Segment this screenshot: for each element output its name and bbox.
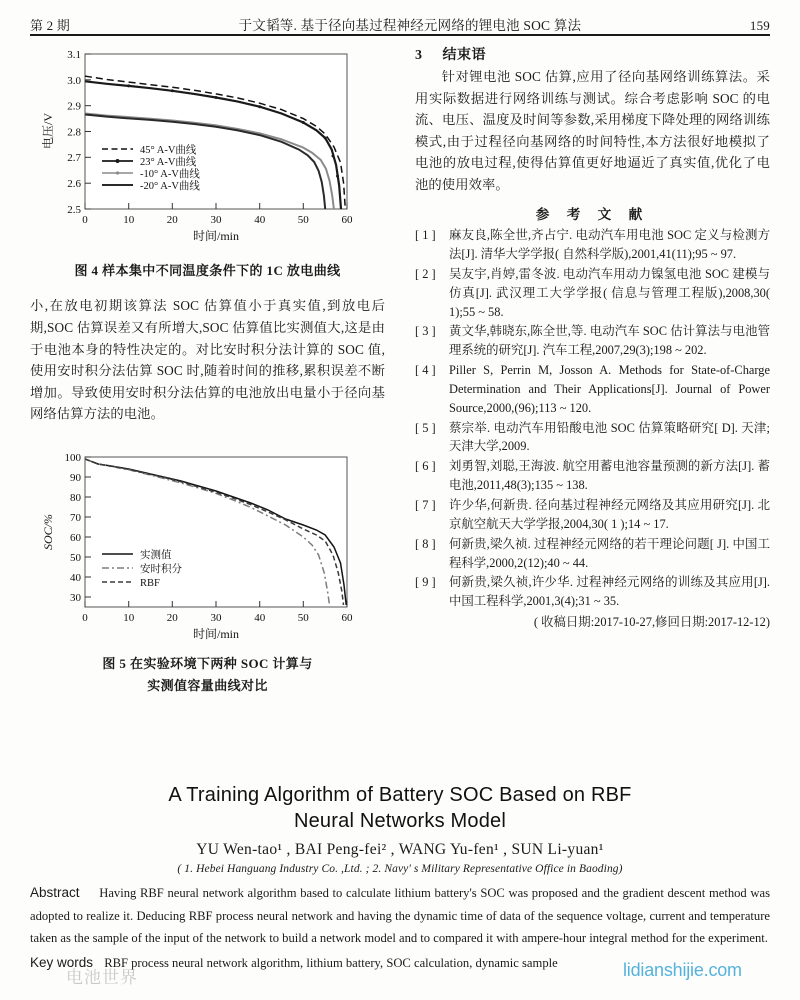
svg-text:50: 50 <box>297 611 309 624</box>
list-item <box>415 419 770 457</box>
list-item <box>415 496 770 534</box>
list-item <box>415 457 770 495</box>
soc-comparison-chart <box>30 447 385 647</box>
legend-label-45: 45° A-V曲线 <box>140 145 197 156</box>
svg-text:60: 60 <box>341 611 353 624</box>
y-axis-title-fig5: SOC/% <box>41 513 55 550</box>
header-divider <box>30 34 770 36</box>
legend-label-ampere-hour: 安时积分 <box>140 563 182 575</box>
svg-text:50: 50 <box>70 551 81 564</box>
legend-label-23: 23° A-V曲线 <box>140 157 197 168</box>
reference-number: [ 1 ] <box>415 228 436 243</box>
legend-label-rbf: RBF <box>140 577 160 589</box>
figure-5-caption-line1: 图 5 在实验环境下两种 SOC 计算与 <box>102 655 313 671</box>
reference-number: [ 6 ] <box>415 459 436 474</box>
english-keywords <box>30 951 770 975</box>
discharge-curve-chart <box>30 44 385 254</box>
left-column <box>30 44 385 697</box>
svg-text:70: 70 <box>70 511 81 524</box>
watermark-chinese: 电池世界 <box>66 968 138 987</box>
svg-text:3.1: 3.1 <box>67 49 81 61</box>
reference-number: [ 4 ] <box>415 363 436 378</box>
figure-5-caption-line2: 实测值容量曲线对比 <box>147 677 268 693</box>
issue-label: 第 2 期 <box>30 18 71 33</box>
list-item <box>415 361 770 418</box>
svg-text:40: 40 <box>254 611 266 624</box>
english-abstract-block <box>30 782 770 975</box>
svg-text:0: 0 <box>82 214 88 226</box>
keywords-label: Key words <box>30 954 94 970</box>
reference-text: Piller S, Perrin M, Josson A. Methods for State-of-Charge Determination and Their Applications[J]. Journal of Power Source,2000,(96);113 ~ 120. <box>449 363 770 415</box>
svg-text:40: 40 <box>70 571 81 584</box>
figure-4-caption: 图 4 样本集中不同温度条件下的 1C 放电曲线 <box>74 263 341 278</box>
reference-text: 吴友宇,肖婷,雷冬波. 电动汽车用动力镍氢电池 SOC 建模与仿真[J]. 武汉理工大学学报( 信息与管理工程版),2008,30( 1);55 ~ 58. <box>449 266 770 319</box>
svg-text:20: 20 <box>166 611 178 624</box>
reference-text: 蔡宗举. 电动汽车用铅酸电池 SOC 估算策略研究[ D]. 天津;天津大学,2009. <box>449 420 770 454</box>
left-body-paragraph: 小,在放电初期该算法 SOC 估算值小于真实值,到放电后期,SOC 估算误差又有所增大,SOC 估算值比实测值大,这是由于电池本身的特性决定的。对比安时积分法计算的 SOC 值,使用安时积分法估算 SOC 时,随着时间的推移,累积误差不断增加。导致使用安时积分法估算的电池放出电量小于径向基网络估算方法的电池。 <box>30 298 385 422</box>
running-head <box>30 14 770 34</box>
svg-text:20: 20 <box>166 214 178 226</box>
page-number: 159 <box>749 18 770 33</box>
svg-text:80: 80 <box>70 491 81 504</box>
legend-label-measured: 实测值 <box>140 549 172 561</box>
legend-label-minus10: -10° A-V曲线 <box>140 169 200 180</box>
list-item <box>415 322 770 360</box>
reference-text: 麻友良,陈全世,齐占宁. 电动汽车用电池 SOC 定义与检测方法[J]. 清华大学学报( 自然科学版),2001,41(11);95 ~ 97. <box>449 228 770 262</box>
svg-text:30: 30 <box>70 591 81 604</box>
x-axis-title-fig4: 时间/min <box>192 229 240 243</box>
abstract-label: Abstract <box>30 884 80 900</box>
watermark-site: lidianshijie.com <box>623 960 742 980</box>
x-axis-labels-fig5 <box>82 612 353 624</box>
svg-text:0: 0 <box>82 611 88 624</box>
reference-text: 何新贵,梁久祯,许少华. 过程神经元网络的训练及其应用[J]. 中国工程科学,2001,3(4);31 ~ 35. <box>449 575 770 609</box>
svg-text:2.7: 2.7 <box>67 152 81 165</box>
reference-text: 何新贵,梁久祯. 过程神经元网络的若干理论问题[ J]. 中国工程科学,2000,2(12);40 ~ 44. <box>449 536 770 570</box>
reference-number: [ 7 ] <box>415 498 436 512</box>
english-title-line2: Neural Networks Model <box>293 810 507 833</box>
svg-text:60: 60 <box>70 531 81 544</box>
list-item <box>415 573 770 611</box>
keywords-text: RBF process neural network algorithm, lithium battery, SOC calculation, dynamic sample <box>104 955 558 970</box>
x-axis-title-fig5: 时间/min <box>192 626 240 641</box>
figure-4 <box>30 44 385 281</box>
svg-text:3.0: 3.0 <box>67 74 81 87</box>
svg-text:60: 60 <box>341 214 353 226</box>
legend-label-minus20: -20° A-V曲线 <box>140 181 200 192</box>
section-heading <box>415 44 770 64</box>
abstract-text: Having RBF neural network algorithm based to calculate lithium battery's SOC was proposed and the gradient descent method was adopted to realize it. Deducing RBF process neural network and having the dynamic time of data of the sequence voltage, current and temperature taken as the sample of the input of the network to build a network model and to compared it with ampere-hour integral method for the experiment. <box>30 885 770 946</box>
reference-text: 黄文华,韩晓东,陈全世,等. 电动汽车 SOC 估计算法与电池管理系统的研究[J]. 汽车工程,2007,29(3);198 ~ 202. <box>449 324 770 358</box>
references-heading: 参 考 文 献 <box>535 207 650 223</box>
figure-5-caption <box>30 653 385 697</box>
reference-number: [ 9 ] <box>415 575 436 590</box>
list-item <box>415 265 770 322</box>
svg-text:40: 40 <box>254 214 266 226</box>
svg-text:2.5: 2.5 <box>67 203 81 216</box>
x-axis-labels-fig4 <box>82 214 353 226</box>
figure-4-chart <box>30 44 385 254</box>
reference-number: [ 8 ] <box>415 536 436 551</box>
figure-5 <box>30 447 385 697</box>
english-title <box>30 782 770 835</box>
svg-text:2.6: 2.6 <box>67 178 81 190</box>
y-axis-labels-fig4 <box>67 49 81 216</box>
section-title: 结束语 <box>442 48 486 63</box>
reference-text: 许少华,何新贵. 径向基过程神经元网络及其应用研究[J]. 北京航空航天大学学报,2004,30( 1 );14 ~ 17. <box>449 498 770 531</box>
two-column-body <box>30 44 770 764</box>
reference-number: [ 5 ] <box>415 420 436 435</box>
list-item <box>415 226 770 264</box>
reference-number: [ 2 ] <box>415 266 436 281</box>
svg-text:90: 90 <box>70 471 81 484</box>
svg-text:10: 10 <box>123 214 135 226</box>
reference-number: [ 3 ] <box>415 324 436 339</box>
english-authors: YU Wen-tao¹ , BAI Peng-fei² , WANG Yu-fen¹ , SUN Li-yuan¹ <box>196 840 604 858</box>
english-abstract <box>30 881 770 950</box>
right-column <box>415 44 770 632</box>
svg-text:30: 30 <box>210 611 222 624</box>
svg-text:2.8: 2.8 <box>67 126 81 139</box>
received-date: ( 收稿日期:2017-10-27,修回日期:2017-12-12) <box>533 615 770 630</box>
reference-text: 刘勇智,刘聪,王海波. 航空用蓄电池容量预测的新方法[J]. 蓄电池,2011,48(3);135 ~ 138. <box>449 459 770 493</box>
english-title-line1: A Training Algorithm of Battery SOC Based on RBF <box>168 784 632 806</box>
y-axis-labels-fig5 <box>65 452 82 604</box>
conclusion-paragraph: 针对锂电池 SOC 估算,应用了径向基网络训练算法。采用实际数据进行网络训练与测试。综合考虑影响 SOC 的电流、电压、温度及时间等参数,采用梯度下降处理的网络训练模式,由于过程径向基网络的时间特性,本方法很好地模拟了电池的放电过程,使得估算值更好地逼近了真实值,优化了电池的使用效率。 <box>415 69 770 192</box>
english-affiliation: ( 1. Hebei Hanguang Industry Co. ,Ltd. ; 2. Navy' s Military Representative Office in Baoding) <box>177 862 623 875</box>
svg-text:2.9: 2.9 <box>67 100 81 113</box>
svg-text:10: 10 <box>123 611 135 624</box>
svg-text:30: 30 <box>210 214 222 226</box>
y-axis-title-fig4: 电压/V <box>41 112 55 150</box>
svg-text:50: 50 <box>297 214 309 226</box>
figure-5-chart <box>30 447 385 647</box>
section-number: 3 <box>415 48 423 63</box>
svg-text:100: 100 <box>64 451 81 464</box>
reference-list <box>415 226 770 611</box>
list-item <box>415 535 770 573</box>
article-title-header: 于文韬等. 基于径向基过程神经元网络的锂电池 SOC 算法 <box>238 18 582 33</box>
